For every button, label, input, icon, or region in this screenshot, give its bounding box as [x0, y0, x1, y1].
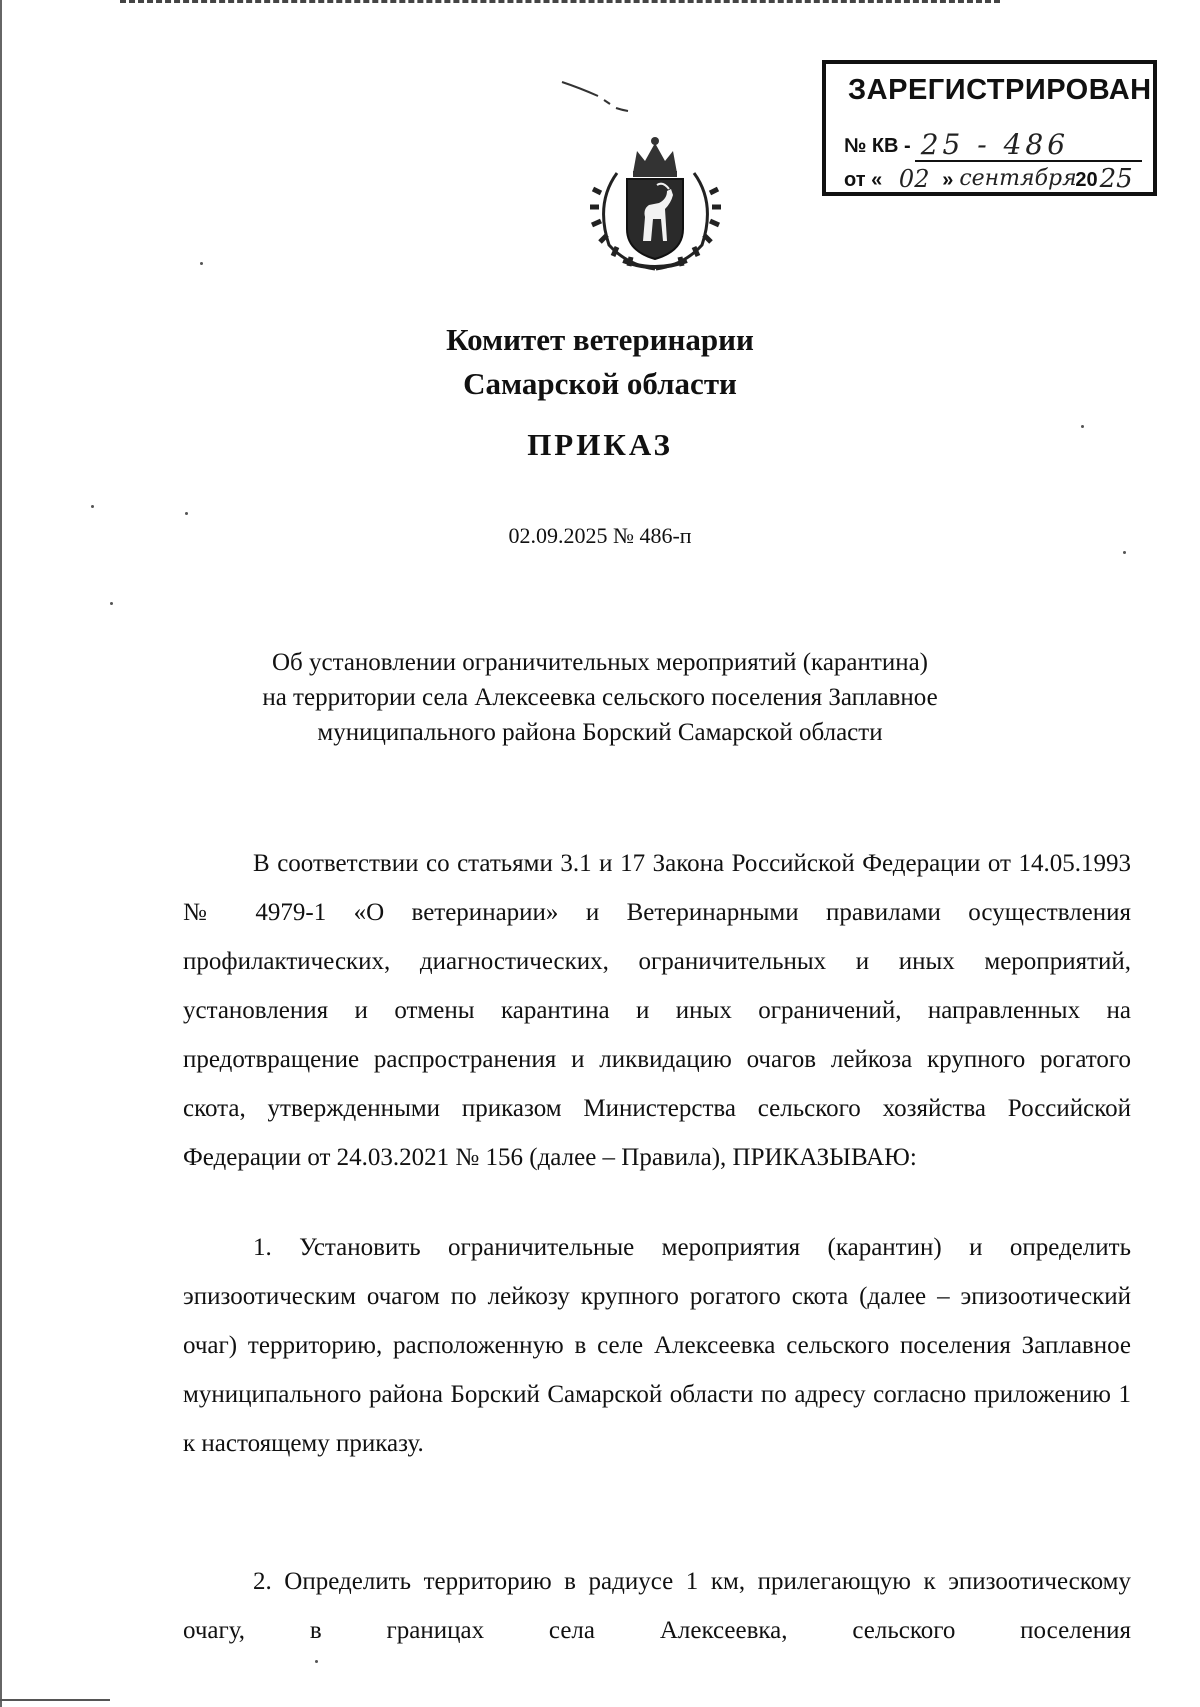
scan-edge-bottom	[0, 1699, 110, 1701]
item-1-block	[183, 1223, 1131, 1468]
scan-speck	[315, 1660, 318, 1663]
item-1-paragraph: 1. Установить ограничительные мероприятия (карантин) и определить эпизоотическим очагом по лейкозу крупного рогатого скота (далее – эпизоотический очаг) территорию, расположенную в селе Алексеевка сельского поселения Заплавное муниципального района Борский Самарской области по адресу согласно приложению 1 к настоящему приказу.	[183, 1234, 1131, 1457]
stamp-date-separator: »	[942, 169, 954, 191]
scan-speck	[200, 262, 203, 265]
stamp-date-line	[844, 156, 1149, 196]
stamp-year-prefix: 20	[1075, 169, 1098, 191]
document-date-number: 02.09.2025 № 486-п	[508, 523, 692, 548]
stamp-title: ЗАРЕГИСТРИРОВАН	[848, 74, 1152, 106]
organization-name	[0, 318, 1200, 406]
scan-edge-top	[120, 0, 1000, 3]
scan-speck	[185, 512, 188, 515]
scan-speck	[110, 602, 113, 605]
stamp-number-prefix: № КВ -	[844, 135, 911, 157]
organization-line-2: Самарской области	[463, 366, 737, 401]
document-type: ПРИКАЗ	[527, 427, 673, 462]
stamp-month-handwritten: сентября	[953, 164, 1075, 196]
document-subject	[0, 645, 1200, 750]
preamble-paragraph: В соответствии со статьями 3.1 и 17 Закона Российской Федерации от 14.05.1993 № 4979-1 «О ветеринарии» и Ветеринарными правилами осуществления профилактических, диагностических, ограничительных и иных мероприятий, установления и отмены карантина и иных ограничений, направленных на предотвращение распространения и ликвидацию очагов лейкоза крупного рогатого скота, утвержденными приказом Министерства сельского хозяйства Российской Федерации от 24.03.2021 № 156 (далее – Правила), ПРИКАЗЫВАЮ:	[183, 850, 1131, 1171]
item-2-paragraph: 2. Определить территорию в радиусе 1 км, прилегающую к эпизоотическому очагу, в границах села Алексеевка, сельского поселения	[183, 1568, 1131, 1644]
scan-edge-left	[0, 0, 2, 1707]
stamp-day-handwritten: 02	[886, 164, 942, 196]
organization-line-1: Комитет ветеринарии	[446, 322, 754, 357]
scan-speck	[1123, 551, 1126, 554]
item-2-block	[183, 1557, 1131, 1655]
stamp-number-handwritten: 25 - 486	[915, 130, 1142, 162]
subject-line-2: на территории села Алексеевка сельского поселения Заплавное	[262, 684, 938, 711]
subject-line-1: Об установлении ограничительных мероприятий (карантина)	[271, 649, 929, 676]
scan-speck	[91, 505, 94, 508]
pen-stroke-mark	[560, 78, 630, 114]
stamp-year-handwritten: 25	[1098, 164, 1142, 196]
stamp-date-prefix: от «	[844, 169, 883, 191]
registration-stamp	[822, 60, 1157, 196]
samara-coat-of-arms-icon	[587, 133, 724, 273]
subject-line-3: муниципального района Борский Самарской области	[317, 719, 883, 746]
preamble-paragraph-block	[183, 839, 1131, 1182]
